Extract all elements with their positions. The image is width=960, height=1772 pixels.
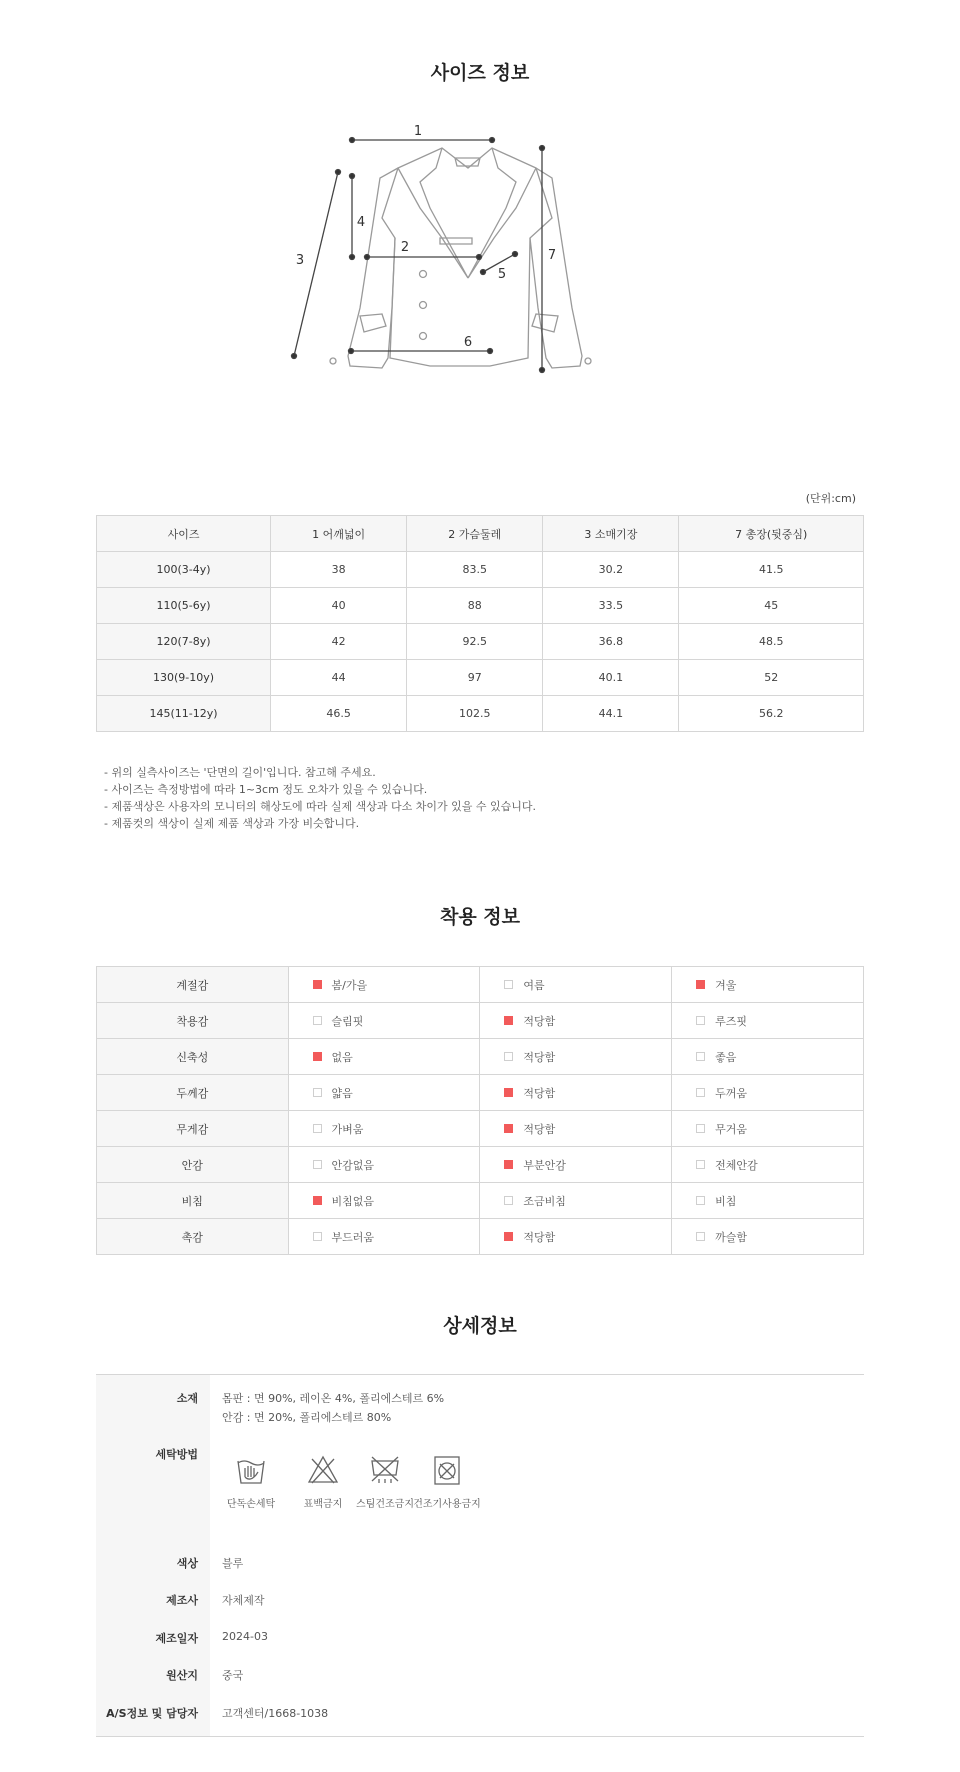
- value-cell: 102.5: [407, 696, 543, 732]
- unchecked-box-icon: [313, 1088, 322, 1097]
- checked-box-icon: [504, 1016, 513, 1025]
- table-row: [97, 696, 864, 732]
- fit-option: [480, 1111, 672, 1147]
- fit-option-label: 비침없음: [331, 1194, 375, 1208]
- size-table: [96, 515, 864, 732]
- value-cell: 52: [679, 660, 864, 696]
- size-cell: 120(7-8y): [97, 624, 271, 660]
- value-cell: 44: [271, 660, 407, 696]
- as-info-value: 고객센터/1668-1038: [222, 1707, 329, 1720]
- fit-option: [288, 1147, 480, 1183]
- material-label: 소재: [176, 1392, 198, 1405]
- fit-option-label: 비침: [715, 1194, 737, 1208]
- value-cell: 48.5: [679, 624, 864, 660]
- manufacture-date-value: 2024-03: [222, 1630, 268, 1643]
- note-line: - 사이즈는 측정방법에 따라 1~3cm 정도 오차가 있을 수 있습니다.: [104, 783, 428, 796]
- value-cell: 97: [407, 660, 543, 696]
- shoulder-header: 1 어깨넓이: [271, 516, 407, 552]
- fit-option-label: 전체안감: [715, 1158, 758, 1172]
- fit-option-label: 조금비침: [523, 1194, 566, 1208]
- hand-wash-icon: [216, 1453, 286, 1487]
- fit-row: [97, 1219, 864, 1255]
- value-cell: 88: [407, 588, 543, 624]
- care-label: 스팀건조금지: [356, 1499, 414, 1510]
- diagram-label-4: 4: [356, 215, 366, 230]
- fit-option-label: 적당함: [523, 1086, 556, 1100]
- unchecked-box-icon: [696, 1124, 705, 1133]
- value-cell: 41.5: [679, 552, 864, 588]
- checked-box-icon: [504, 1088, 513, 1097]
- size-cell: 100(3-4y): [97, 552, 271, 588]
- value-cell: 42: [271, 624, 407, 660]
- manufacture-date-label: 제조일자: [155, 1632, 198, 1645]
- fit-option-label: 여름: [523, 978, 545, 992]
- origin-label: 원산지: [166, 1669, 198, 1682]
- unchecked-box-icon: [696, 1052, 705, 1061]
- jacket-measurement-diagram: [295, 124, 640, 428]
- checked-box-icon: [504, 1160, 513, 1169]
- fit-option: [288, 1075, 480, 1111]
- table-row: [97, 660, 864, 696]
- maker-label: 제조사: [166, 1594, 198, 1607]
- care-label: 건조기사용금지: [413, 1499, 481, 1510]
- fit-row: [97, 1111, 864, 1147]
- value-cell: 46.5: [271, 696, 407, 732]
- fit-option-label: 얇음: [331, 1086, 353, 1100]
- value-cell: 36.8: [543, 624, 679, 660]
- fit-option-label: 적당함: [523, 1014, 556, 1028]
- no-steam-dry-icon: [350, 1453, 420, 1487]
- fit-option: [288, 1219, 480, 1255]
- fit-option: [480, 1219, 672, 1255]
- fit-row-label: 계절감: [97, 967, 289, 1003]
- size-table-header-row: [97, 516, 864, 552]
- unchecked-box-icon: [313, 1124, 322, 1133]
- fit-option-label: 두꺼움: [715, 1086, 748, 1100]
- chest-header: 2 가슴둘레: [407, 516, 543, 552]
- unchecked-box-icon: [504, 1052, 513, 1061]
- unchecked-box-icon: [313, 1232, 322, 1241]
- fit-option-label: 적당함: [523, 1050, 556, 1064]
- diagram-label-3: 3: [295, 253, 305, 268]
- fit-option: [672, 1147, 864, 1183]
- fit-option: [288, 1003, 480, 1039]
- checked-box-icon: [696, 980, 705, 989]
- fit-row-label: 안감: [97, 1147, 289, 1183]
- fit-row: [97, 1147, 864, 1183]
- sleeve-header: 3 소매기장: [543, 516, 679, 552]
- size-header: 사이즈: [97, 516, 271, 552]
- fit-row: [97, 1039, 864, 1075]
- unchecked-box-icon: [696, 1196, 705, 1205]
- note-line: - 제품색상은 사용자의 모니터의 해상도에 따라 실제 색상과 다소 차이가 있을 수 있습니다.: [104, 800, 536, 813]
- fit-option: [480, 1039, 672, 1075]
- no-bleach-icon: [288, 1453, 358, 1487]
- diagram-label-6: 6: [463, 335, 473, 350]
- fit-option: [480, 1183, 672, 1219]
- fit-row-label: 착용감: [97, 1003, 289, 1039]
- fit-option-label: 적당함: [523, 1122, 556, 1136]
- material-line-2: 안감 : 면 20%, 폴리에스테르 80%: [222, 1411, 392, 1424]
- fit-option: [672, 1003, 864, 1039]
- color-label: 색상: [176, 1557, 198, 1570]
- fit-row-label: 신축성: [97, 1039, 289, 1075]
- note-line: - 위의 실측사이즈는 '단면의 길이'입니다. 참고해 주세요.: [104, 766, 376, 779]
- value-cell: 92.5: [407, 624, 543, 660]
- table-row: [97, 588, 864, 624]
- checked-box-icon: [313, 1196, 322, 1205]
- checked-box-icon: [504, 1232, 513, 1241]
- value-cell: 56.2: [679, 696, 864, 732]
- size-cell: 145(11-12y): [97, 696, 271, 732]
- value-cell: 40: [271, 588, 407, 624]
- fit-row-label: 비침: [97, 1183, 289, 1219]
- care-label: 표백금지: [303, 1499, 343, 1510]
- value-cell: 45: [679, 588, 864, 624]
- unit-label: (단위:cm): [805, 492, 856, 505]
- fit-row: [97, 1003, 864, 1039]
- unchecked-box-icon: [696, 1016, 705, 1025]
- no-tumble-dry-icon: [412, 1453, 482, 1487]
- detail-info-table: [96, 1374, 864, 1737]
- size-cell: 130(9-10y): [97, 660, 271, 696]
- fit-option-label: 좋음: [715, 1050, 737, 1064]
- fit-option: [480, 1003, 672, 1039]
- checked-box-icon: [313, 980, 322, 989]
- maker-value: 자체제작: [222, 1594, 265, 1607]
- fit-option-label: 봄/가을: [331, 978, 368, 992]
- unchecked-box-icon: [504, 980, 513, 989]
- washing-label: 세탁방법: [155, 1448, 198, 1461]
- size-info-title: 사이즈 정보: [430, 62, 530, 84]
- unchecked-box-icon: [313, 1016, 322, 1025]
- color-value: 블루: [222, 1557, 244, 1570]
- fit-option: [288, 1039, 480, 1075]
- fit-option: [480, 967, 672, 1003]
- unchecked-box-icon: [504, 1196, 513, 1205]
- table-row: [97, 552, 864, 588]
- size-notes: [104, 764, 536, 832]
- fit-table: [96, 966, 864, 1255]
- diagram-label-7: 7: [547, 248, 557, 263]
- fit-option-label: 부드러움: [331, 1230, 375, 1244]
- fit-option-label: 안감없음: [331, 1158, 375, 1172]
- unchecked-box-icon: [696, 1232, 705, 1241]
- diagram-label-2: 2: [400, 240, 410, 255]
- fit-row: [97, 1075, 864, 1111]
- fit-option: [672, 1111, 864, 1147]
- unchecked-box-icon: [696, 1088, 705, 1097]
- fit-option: [288, 1183, 480, 1219]
- value-cell: 33.5: [543, 588, 679, 624]
- fit-row: [97, 967, 864, 1003]
- value-cell: 30.2: [543, 552, 679, 588]
- fit-row-label: 두께감: [97, 1075, 289, 1111]
- table-row: [97, 624, 864, 660]
- as-info-label: A/S정보 및 담당자: [106, 1707, 198, 1720]
- detail-info-title: 상세정보: [443, 1315, 517, 1337]
- checked-box-icon: [504, 1124, 513, 1133]
- value-cell: 38: [271, 552, 407, 588]
- fit-option: [672, 1183, 864, 1219]
- unchecked-box-icon: [313, 1160, 322, 1169]
- checked-box-icon: [313, 1052, 322, 1061]
- fit-info-title: 착용 정보: [439, 906, 521, 928]
- value-cell: 44.1: [543, 696, 679, 732]
- unchecked-box-icon: [696, 1160, 705, 1169]
- fit-option-label: 무거움: [715, 1122, 748, 1136]
- fit-option-label: 적당함: [523, 1230, 556, 1244]
- care-label: 단독손세탁: [226, 1499, 276, 1510]
- fit-option-label: 루즈핏: [715, 1014, 748, 1028]
- diagram-label-5: 5: [497, 267, 507, 282]
- fit-option: [288, 967, 480, 1003]
- fit-row-label: 촉감: [97, 1219, 289, 1255]
- length-header: 7 총장(뒷중심): [679, 516, 864, 552]
- fit-option-label: 슬림핏: [331, 1014, 364, 1028]
- value-cell: 40.1: [543, 660, 679, 696]
- fit-option: [672, 1219, 864, 1255]
- fit-option: [480, 1147, 672, 1183]
- origin-value: 중국: [222, 1669, 244, 1682]
- material-line-1: 몸판 : 면 90%, 레이온 4%, 폴리에스테르 6%: [222, 1392, 445, 1405]
- size-cell: 110(5-6y): [97, 588, 271, 624]
- fit-option-label: 가벼움: [331, 1122, 364, 1136]
- fit-option-label: 부분안감: [523, 1158, 566, 1172]
- fit-option-label: 겨울: [715, 978, 737, 992]
- value-cell: 83.5: [407, 552, 543, 588]
- fit-option: [672, 1039, 864, 1075]
- note-line: - 제품컷의 색상이 실제 제품 색상과 가장 비슷합니다.: [104, 817, 360, 830]
- fit-row-label: 무게감: [97, 1111, 289, 1147]
- diagram-label-1: 1: [413, 124, 423, 139]
- fit-option: [288, 1111, 480, 1147]
- fit-row: [97, 1183, 864, 1219]
- fit-option: [672, 967, 864, 1003]
- fit-option: [480, 1075, 672, 1111]
- fit-option-label: 까슬함: [715, 1230, 748, 1244]
- fit-option-label: 없음: [331, 1050, 353, 1064]
- fit-option: [672, 1075, 864, 1111]
